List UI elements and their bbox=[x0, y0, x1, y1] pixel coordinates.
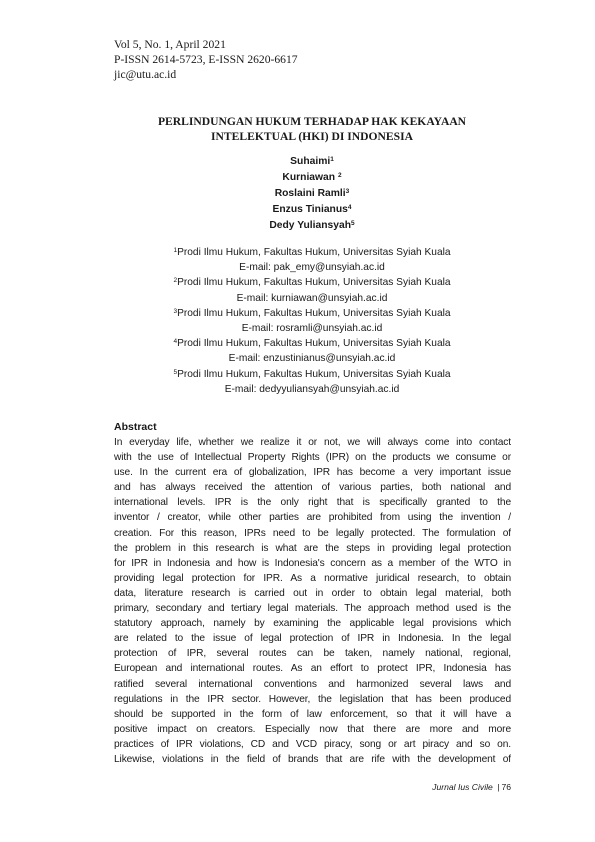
affiliation-list bbox=[0, 245, 595, 397]
affiliation-institution: $^5$Prodi Ilmu Hukum, Fakultas Hukum, Universitas Syiah Kuala bbox=[173, 368, 451, 380]
footer-journal-name: Jurnal Ius Civile bbox=[432, 782, 493, 792]
abstract-body bbox=[114, 435, 511, 767]
author: Suhaimi$^1$ bbox=[290, 156, 334, 167]
affiliation-institution: $^1$Prodi Ilmu Hukum, Fakultas Hukum, Universitas Syiah Kuala bbox=[173, 247, 451, 258]
abstract-line: international levels. IPR is the only right that is specifically granted to the bbox=[114, 497, 511, 509]
title-line-1: PERLINDUNGAN HUKUM TERHADAP HAK KEKAYAAN bbox=[157, 115, 467, 128]
abstract-line: statutory approach, namely by examining the applicable legal provisions which bbox=[114, 618, 511, 630]
affiliation-email: E-mail: enzustinianus@unsyiah.ac.id bbox=[228, 353, 396, 365]
abstract-line: creation. For this reason, IPRs need to be legally protected. The formulation of bbox=[114, 527, 511, 539]
abstract-line: for IPR in Indonesia and how is Indonesia's concern as a member of the WTO in bbox=[114, 557, 511, 569]
abstract-line: inventor / creator, while other parties are prohibited from using the invention / bbox=[114, 512, 511, 524]
abstract-line: data, literature research is carried out in order to obtain legal material, both bbox=[114, 587, 511, 599]
author: Enzus Tinianus$^4$ bbox=[272, 204, 352, 215]
abstract-line: and has always received the attention of various parties, both national and bbox=[114, 482, 511, 494]
affiliation-institution: $^3$Prodi Ilmu Hukum, Fakultas Hukum, Universitas Syiah Kuala bbox=[173, 307, 451, 319]
page-number: 76 bbox=[501, 782, 511, 792]
journal-email: jic@utu.ac.id bbox=[114, 68, 177, 81]
author: Dedy Yuliansyah$^5$ bbox=[269, 220, 355, 231]
affiliation-institution: $^2$Prodi Ilmu Hukum, Fakultas Hukum, Universitas Syiah Kuala bbox=[173, 277, 451, 289]
abstract-line: use. In the current era of globalization, IPR has become a very important issue bbox=[114, 467, 511, 479]
author-list bbox=[0, 154, 595, 234]
page-footer bbox=[432, 781, 511, 793]
affiliation-email: E-mail: pak_emy@unsyiah.ac.id bbox=[239, 262, 385, 274]
author: Kurniawan $^2$ bbox=[282, 172, 342, 183]
affiliation-email: E-mail: rosramli@unsyiah.ac.id bbox=[241, 323, 383, 335]
journal-header bbox=[114, 37, 298, 82]
issn-info: P-ISSN 2614-5723, E-ISSN 2620-6617 bbox=[114, 53, 298, 66]
abstract-line: European and international routes. As an effort to protect IPR, Indonesia has bbox=[114, 663, 511, 675]
abstract-line: the problem in this research is what are the steps in providing legal protection bbox=[114, 542, 511, 554]
affiliation-email: E-mail: dedyyuliansyah@unsyiah.ac.id bbox=[224, 383, 400, 395]
abstract-line: Likewise, violations in the field of brands that are rife with the development of bbox=[114, 753, 511, 765]
abstract-line: with the use of Intellectual Property Rights (IPR) on the products we consume or bbox=[114, 452, 511, 464]
abstract-line: should be supported in the form of law enforcement, so that it will have a bbox=[114, 708, 511, 720]
volume-info: Vol 5, No. 1, April 2021 bbox=[114, 38, 226, 51]
author: Roslaini Ramli$^3$ bbox=[274, 188, 350, 199]
abstract-line: protection of IPR, several routes can be taken, namely national, regional, bbox=[114, 648, 511, 660]
abstract-line: providing legal protection for IPR. As a normative juridical research, to obtain bbox=[114, 572, 511, 584]
abstract-line: regulations in the IPR sector. However, the legislation that has been produced bbox=[114, 693, 511, 705]
abstract-line: positive impact on creators. Especially now that there are more and more bbox=[114, 723, 511, 735]
abstract-line: In everyday life, whether we realize it or not, we will always come into contact bbox=[114, 437, 511, 448]
abstract-line: ratified several international conventions and harmonized several laws and bbox=[114, 678, 511, 690]
affiliation-email: E-mail: kurniawan@unsyiah.ac.id bbox=[236, 292, 388, 304]
abstract-line: are related to the issue of legal protection of IPR in Indonesia. In the legal bbox=[114, 633, 511, 645]
abstract-line: primary, secondary and tertiary legal materials. The approach method used is the bbox=[114, 603, 511, 615]
affiliation-institution: $^4$Prodi Ilmu Hukum, Fakultas Hukum, Universitas Syiah Kuala bbox=[173, 338, 451, 350]
title-line-2: INTELEKTUAL (HKI) DI INDONESIA bbox=[211, 130, 413, 143]
abstract-heading: Abstract bbox=[114, 421, 157, 433]
footer-separator: | bbox=[497, 782, 500, 792]
paper-title bbox=[0, 114, 595, 144]
abstract-line: practices of IPR violations, CD and VCD piracy, song or art piracy and so on. bbox=[114, 738, 511, 750]
